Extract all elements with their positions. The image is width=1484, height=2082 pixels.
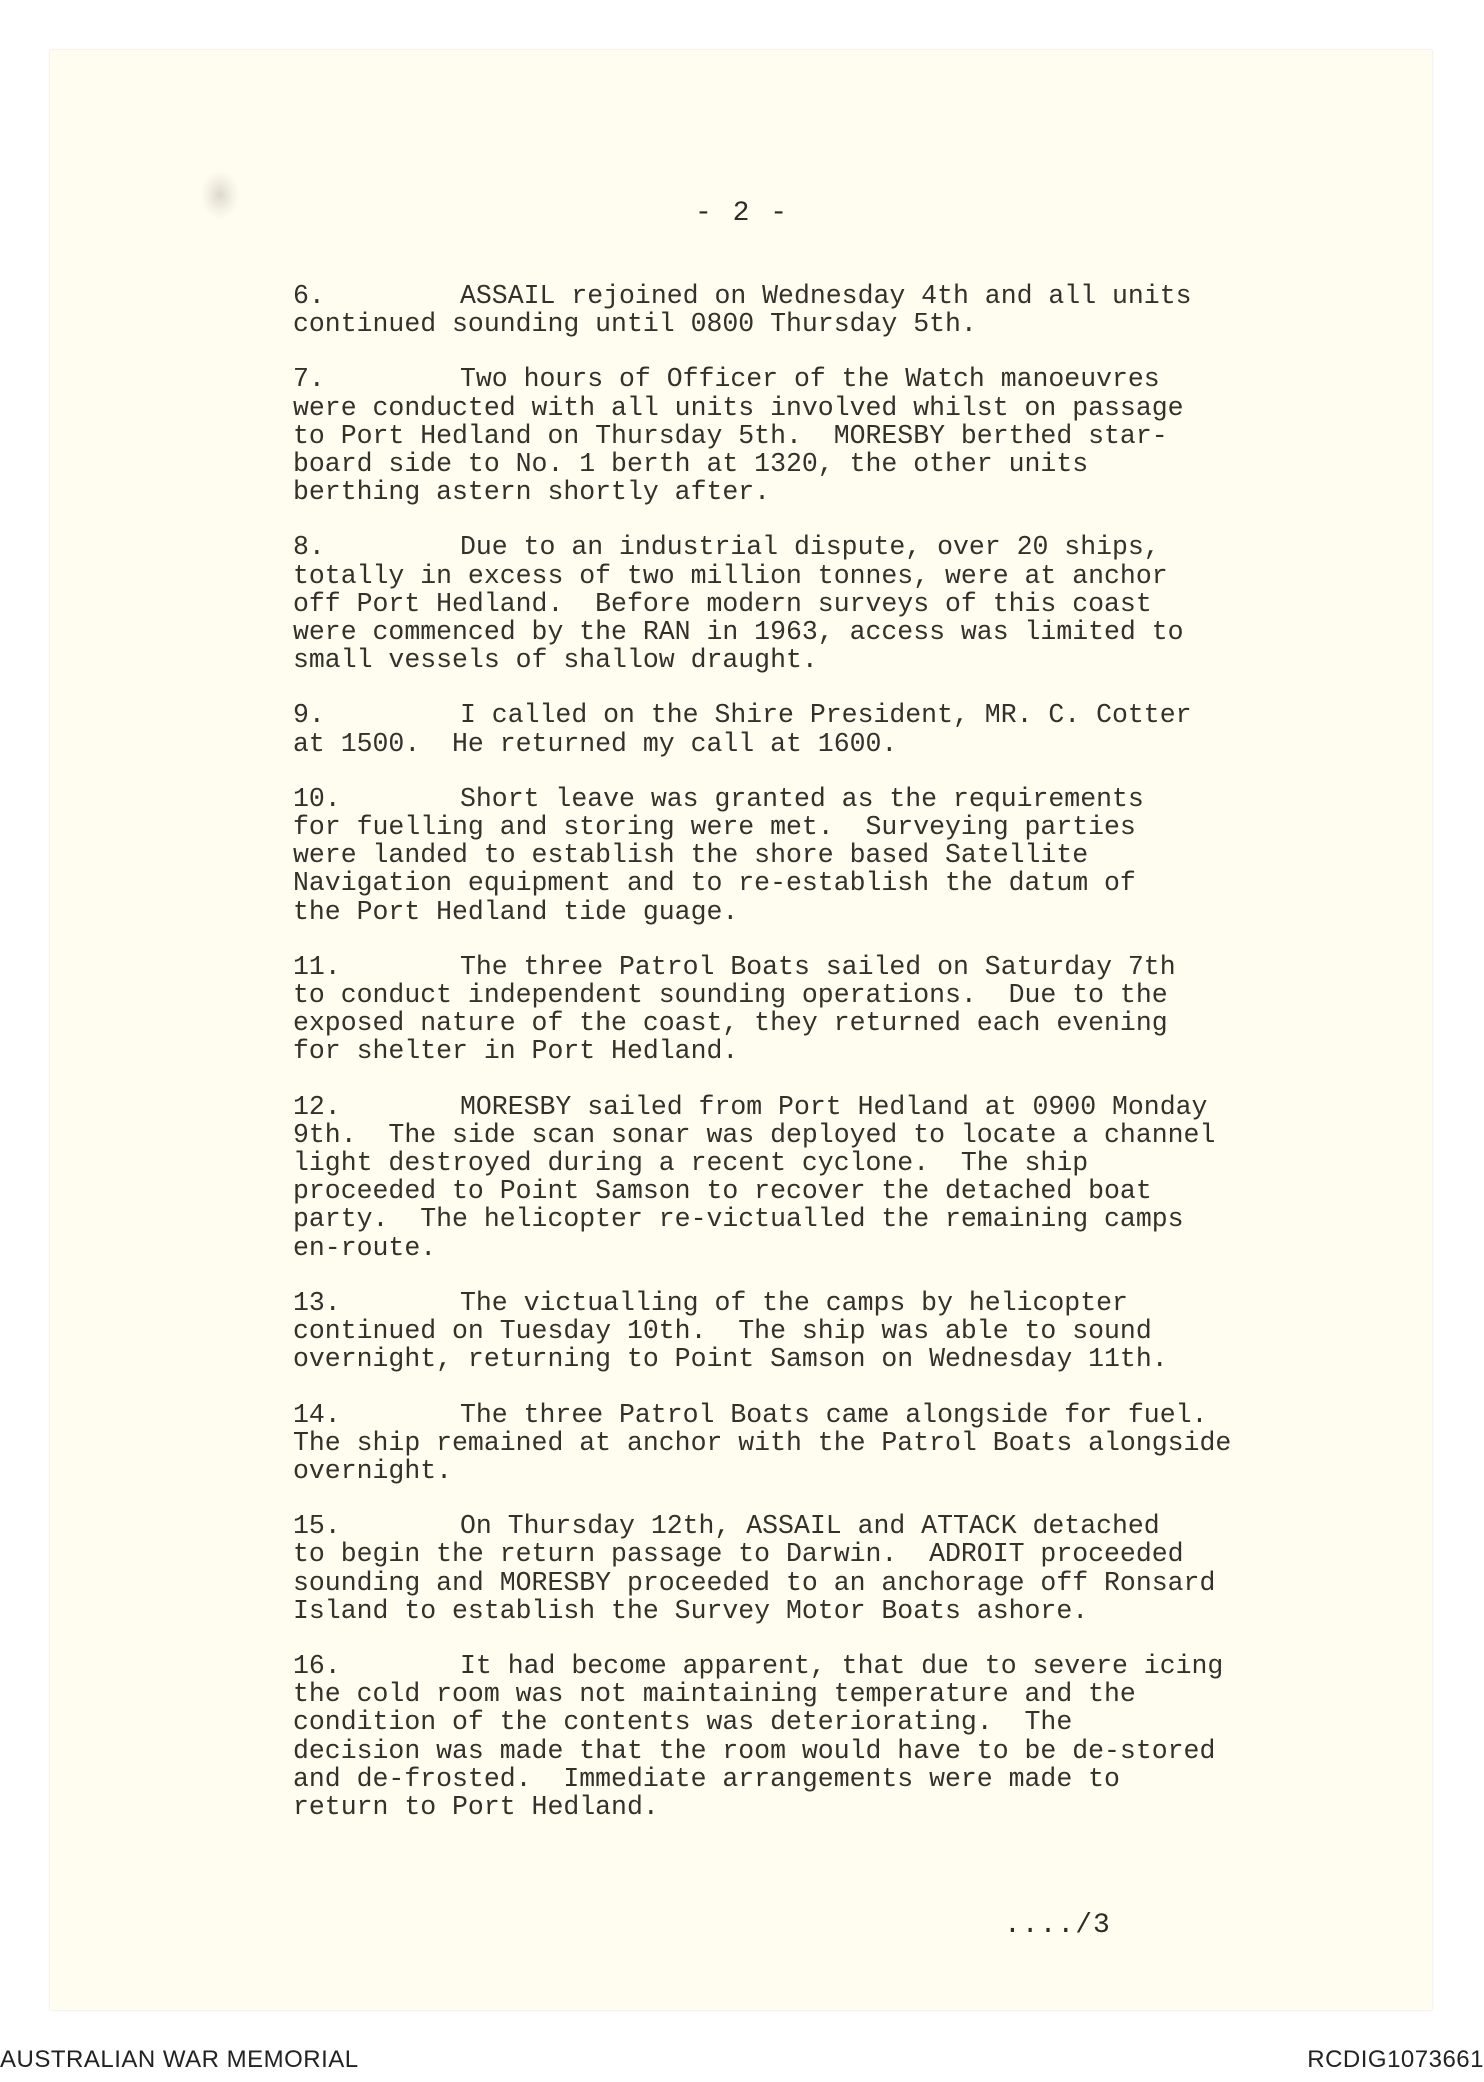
paragraph-line: overnight, returning to Point Samson on Wednesday 11th. bbox=[293, 1344, 1168, 1375]
paragraph-line: off Port Hedland. Before modern surveys of this coast bbox=[293, 588, 1152, 619]
paragraph-number: 15. bbox=[293, 1511, 341, 1542]
paragraph-line: overnight. bbox=[293, 1455, 453, 1486]
paragraph-line: to conduct independent sounding operations. Due to the bbox=[293, 980, 1168, 1011]
paragraph-6 bbox=[293, 282, 1413, 338]
paragraph-line: totally in excess of two million tonnes, were at anchor bbox=[293, 560, 1168, 591]
paragraph-13 bbox=[293, 1289, 1413, 1374]
page-number: - 2 - bbox=[694, 198, 789, 229]
paragraph-line: Navigation equipment and to re-establish the datum of bbox=[293, 868, 1136, 899]
paragraph-16 bbox=[293, 1652, 1413, 1821]
paragraph-number: 9. bbox=[293, 700, 325, 731]
paragraph-line: decision was made that the room would have to be de-stored bbox=[293, 1735, 1216, 1766]
paragraph-14 bbox=[293, 1401, 1413, 1486]
paragraph-15 bbox=[293, 1512, 1413, 1625]
paragraph-number: 12. bbox=[293, 1091, 341, 1122]
paragraph-number: 6. bbox=[293, 281, 325, 311]
paragraph-line: return to Port Hedland. bbox=[293, 1791, 659, 1822]
paragraph-line: The three Patrol Boats sailed on Saturday 7th bbox=[460, 951, 1176, 982]
paragraph-line: berthing astern shortly after. bbox=[293, 477, 771, 508]
paragraph-line: exposed nature of the coast, they returned each evening bbox=[293, 1008, 1168, 1039]
paragraph-11 bbox=[293, 953, 1413, 1066]
paragraph-line: to Port Hedland on Thursday 5th. MORESBY berthed star- bbox=[293, 420, 1168, 451]
paragraph-number: 13. bbox=[293, 1287, 341, 1318]
paragraph-number: 8. bbox=[293, 532, 325, 563]
paragraph-line: It had become apparent, that due to severe icing bbox=[460, 1650, 1224, 1681]
paragraph-line: to begin the return passage to Darwin. ADROIT proceeded bbox=[293, 1539, 1184, 1570]
paragraph-line: the Port Hedland tide guage. bbox=[293, 896, 739, 927]
paragraph-9 bbox=[293, 701, 1413, 757]
paragraph-line: Two hours of Officer of the Watch manoeuvres bbox=[460, 364, 1160, 395]
paragraph-number: 10. bbox=[293, 783, 341, 814]
paragraph-line: at 1500. He returned my call at 1600. bbox=[293, 728, 898, 759]
paragraph-line: party. The helicopter re-victualled the remaining camps bbox=[293, 1204, 1184, 1235]
continuation-marker: ..../3 bbox=[1004, 1910, 1111, 1941]
paragraph-8 bbox=[293, 533, 1413, 674]
paragraph-line: light destroyed during a recent cyclone. The ship bbox=[293, 1148, 1089, 1179]
paragraph-line: The victualling of the camps by helicopter bbox=[460, 1287, 1128, 1318]
paragraph-line: en-route. bbox=[293, 1232, 437, 1263]
paragraph-line: were landed to establish the shore based Satellite bbox=[293, 840, 1089, 871]
paragraph-line: proceeded to Point Samson to recover the detached boat bbox=[293, 1176, 1152, 1207]
paragraph-line: The three Patrol Boats came alongside for fuel. bbox=[460, 1399, 1208, 1430]
paragraph-line: sounding and MORESBY proceeded to an anchorage off Ronsard bbox=[293, 1567, 1216, 1598]
paragraph-line: I called on the Shire President, MR. C. Cotter bbox=[460, 700, 1192, 731]
paragraph-line: continued on Tuesday 10th. The ship was able to sound bbox=[293, 1316, 1152, 1347]
paragraph-number: 7. bbox=[293, 364, 325, 395]
paragraph-line: 9th. The side scan sonar was deployed to locate a channel bbox=[293, 1119, 1216, 1150]
paragraph-line: for fuelling and storing were met. Surveying parties bbox=[293, 812, 1136, 843]
paragraph-line: continued sounding until 0800 Thursday 5th. bbox=[293, 309, 977, 340]
paragraph-line: Short leave was granted as the requirements bbox=[460, 783, 1144, 814]
paragraph-7 bbox=[293, 365, 1413, 506]
paragraph-line: Due to an industrial dispute, over 20 ships, bbox=[460, 532, 1160, 563]
paragraph-line: MORESBY sailed from Port Hedland at 0900 Monday bbox=[460, 1091, 1208, 1122]
paragraph-number: 16. bbox=[293, 1650, 341, 1681]
paragraph-line: were commenced by the RAN in 1963, access was limited to bbox=[293, 617, 1184, 648]
paragraph-line: small vessels of shallow draught. bbox=[293, 645, 818, 676]
paragraph-12 bbox=[293, 1093, 1413, 1262]
paragraph-line: condition of the contents was deteriorating. The bbox=[293, 1707, 1073, 1738]
paragraph-line: and de-frosted. Immediate arrangements were made to bbox=[293, 1763, 1120, 1794]
paragraph-number: 14. bbox=[293, 1399, 341, 1430]
paragraph-line: for shelter in Port Hedland. bbox=[293, 1036, 739, 1067]
paragraph-line: On Thursday 12th, ASSAIL and ATTACK detached bbox=[460, 1511, 1160, 1542]
paragraph-line: Island to establish the Survey Motor Boats ashore. bbox=[293, 1595, 1089, 1626]
document-body bbox=[293, 282, 1413, 1848]
paragraph-line: the cold room was not maintaining temperature and the bbox=[293, 1679, 1136, 1710]
paragraph-line: The ship remained at anchor with the Patrol Boats alongside bbox=[293, 1427, 1232, 1458]
paragraph-line: board side to No. 1 berth at 1320, the other units bbox=[293, 449, 1089, 480]
paragraph-line: were conducted with all units involved whilst on passage bbox=[293, 392, 1184, 423]
archive-reference: RCDIG1073661 bbox=[1307, 2046, 1484, 2073]
paragraph-10 bbox=[293, 785, 1413, 926]
paragraph-number: 11. bbox=[293, 951, 341, 982]
archive-credit: AUSTRALIAN WAR MEMORIAL bbox=[0, 2046, 359, 2073]
paragraph-line: ASSAIL rejoined on Wednesday 4th and all units bbox=[460, 281, 1192, 311]
